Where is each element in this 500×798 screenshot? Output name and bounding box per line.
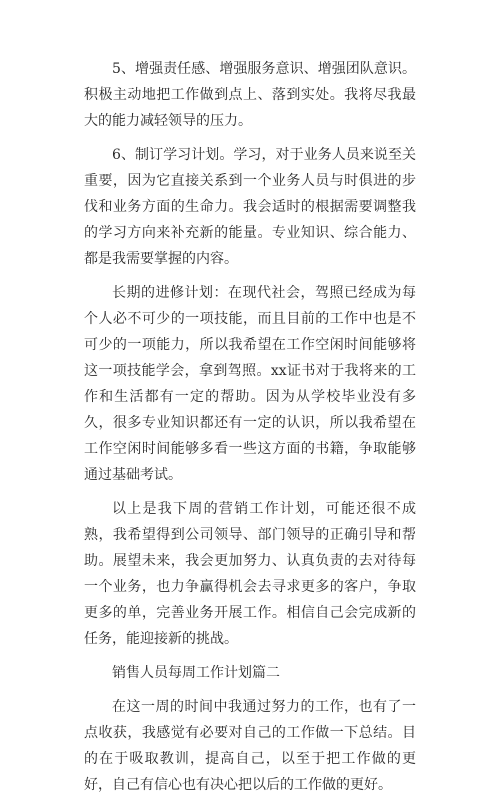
paragraph-responsibility: 5、增强责任感、增强服务意识、增强团队意识。积极主动地把工作做到点上、落到实处。我将尽我最大的能力减轻领导的压力。 (84, 61, 416, 129)
section-title: 销售人员每周工作计划篇二 (112, 665, 280, 681)
paragraph-study-plan: 6、制订学习计划。学习，对于业务人员来说至关重要，因为它直接关系到一个业务人员与时俱进的步伐和业务方面的生命力。我会适时的根据需要调整我的学习方向来补充新的能量。专业知识、综合能力、都是我需要掌握的内容。 (84, 147, 416, 267)
paragraph-summary: 以上是我下周的营销工作计划，可能还很不成熟，我希望得到公司领导、部门领导的正确引导和帮助。展望未来，我会更加努力、认真负责的去对待每一个业务，也力争赢得机会去寻求更多的客户，争取更多的单，完善业务开展工作。相信自己会完成新的任务，能迎接新的挑战。 (84, 501, 416, 647)
paragraph-long-term-plan: 长期的进修计划：在现代社会，驾照已经成为每个人必不可少的一项技能，而且目前的工作中也是不可少的一项能力，所以我希望在工作空闲时间能够将这一项技能学会，拿到驾照。xx证书对于我将来的工作和生活都有一定的帮助。因为从学校毕业没有多久，很多专业知识都还有一定的认识，所以我希望在工作空闲时间能够多看一些这方面的书籍，争取能够通过基础考试。 (84, 285, 416, 483)
paragraph-closing: 在这一周的时间中我通过努力的工作，也有了一点收获，我感觉有必要对自己的工作做一下总结。目的在于吸取教训，提高自己，以至于把工作做的更好，自己有信心也有决心把以后的工作做的更好。 (84, 699, 416, 793)
